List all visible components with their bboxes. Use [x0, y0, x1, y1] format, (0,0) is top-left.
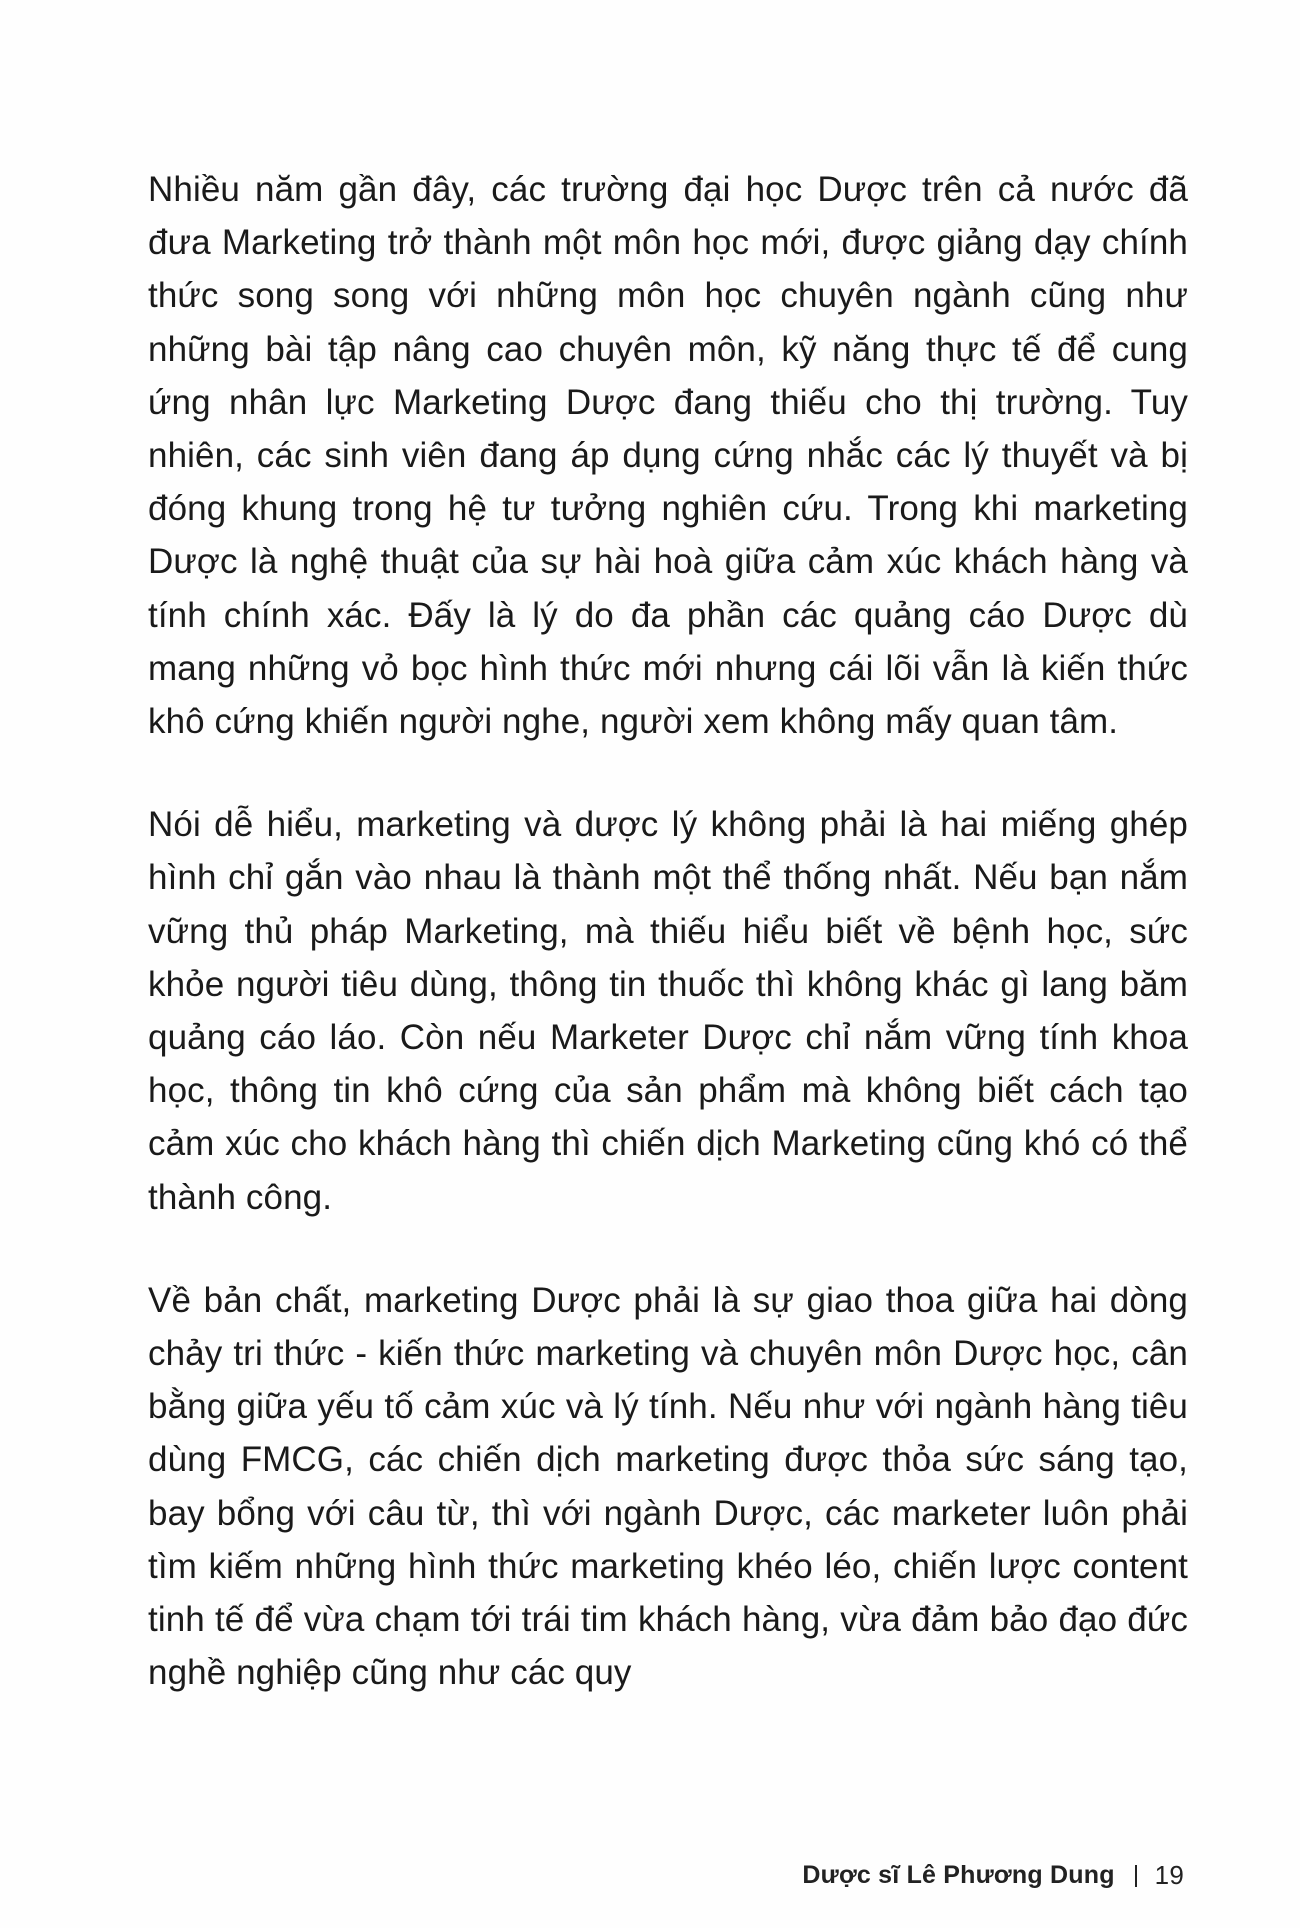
body-text — [148, 163, 1188, 1699]
paragraph-2: Nói dễ hiểu, marketing và dược lý không phải là hai miếng ghép hình chỉ gắn vào nhau là thành một thể thống nhất. Nếu bạn nắm vững thủ pháp Marketing, mà thiếu hiểu biết về bệnh học, sức khỏe người tiêu dùng, thông tin thuốc thì không khác gì lang băm quảng cáo láo. Còn nếu Marketer Dược chỉ nắm vững tính khoa học, thông tin khô cứng của sản phẩm mà không biết cách tạo cảm xúc cho khách hàng thì chiến dịch Marketing cũng khó có thể thành công. — [148, 805, 1188, 1217]
footer-separator — [1135, 1865, 1137, 1887]
footer-author: Dược sĩ Lê Phương Dung — [802, 1861, 1115, 1889]
page-number: 19 — [1154, 1860, 1184, 1890]
paragraph-3: Về bản chất, marketing Dược phải là sự giao thoa giữa hai dòng chảy tri thức - kiến thức marketing và chuyên môn Dược học, cân bằng giữa yếu tố cảm xúc và lý tính. Nếu như với ngành hàng tiêu dùng FMCG, các chiến dịch marketing được thỏa sức sáng tạo, bay bổng với câu từ, thì với ngành Dược, các marketer luôn phải tìm kiếm những hình thức marketing khéo léo, chiến lược content tinh tế để vừa chạm tới trái tim khách hàng, vừa đảm bảo đạo đức nghề nghiệp cũng như các quy — [148, 1280, 1188, 1693]
page-footer — [802, 1860, 1184, 1891]
paragraph-1: Nhiều năm gần đây, các trường đại học Dược trên cả nước đã đưa Marketing trở thành một môn học mới, được giảng dạy chính thức song song với những môn học chuyên ngành cũng như những bài tập nâng cao chuyên môn, kỹ năng thực tế để cung ứng nhân lực Marketing Dược đang thiếu cho thị trường. Tuy nhiên, các sinh viên đang áp dụng cứng nhắc các lý thuyết và bị đóng khung trong hệ tư tưởng nghiên cứu. Trong khi marketing Dược là nghệ thuật của sự hài hoà giữa cảm xúc khách hàng và tính chính xác. Đấy là lý do đa phần các quảng cáo Dược dù mang những vỏ bọc hình thức mới nhưng cái lõi vẫn là kiến thức khô cứng khiến người nghe, người xem không mấy quan tâm. — [148, 170, 1188, 742]
